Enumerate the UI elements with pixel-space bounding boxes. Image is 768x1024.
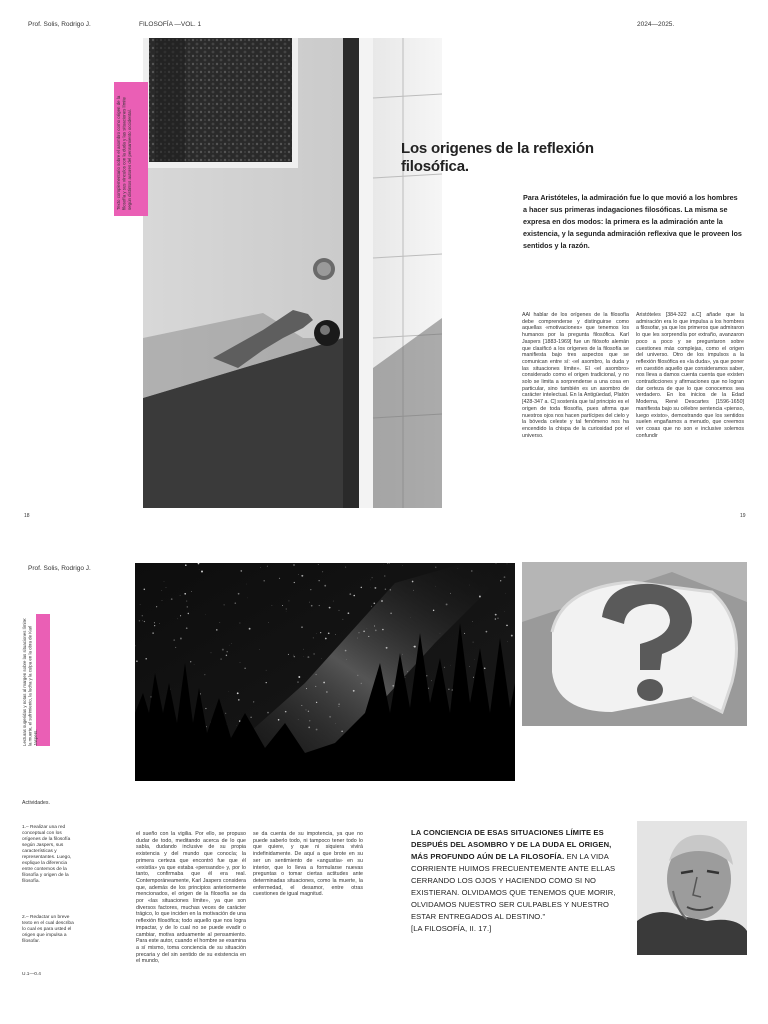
lead-paragraph: Para Aristóteles, la admiración fue lo que movió a los hombres a hacer sus primeras indagaciones filosóficas. La misma se expresa en dos modos: la primera es la admiración ante la existencia, y la segunda admiración reflexiva que le proveen los sentidos y la razón. — [523, 193, 742, 250]
body-column-3: el sueño con la vigilia. Por ello, se propuso dudar de todo, meditando acerca de lo que sabía, dudando inclusive de su propia existencia y del mundo que conocía; la primera certeza que encontró fue que él «existía» ya que estaba «pensando» y, por lo tanto, confirmaba que él era real. Contemporáneamente, Karl Jaspers considera que, además de los principios anteriormente mencionados, el origen de la filosofía se da por «las situaciones límite», ya que son diversos factores, muchas veces de carácter trágico, lo que inciden en la motivación de una reflexión filosófica; todo aquello que nos logra impactar, y de lo cual no se puede evadir o cambiar, motiva arduamente al pensamiento. Para este autor, cuando el hombre se examina a sí mismo, toma conciencia de su situación precaria y del sin sentido de su existencia en el mundo, — [136, 831, 246, 965]
sidebar-note-text-2: Lecturas sugeridas y notas al margen sobre las situaciones límite: la muerte, el sufrimiento, la lucha y la culpa en la obra de Karl Jaspers. — [22, 617, 38, 746]
quote-source: [LA FILOSOFÍA, II. 17.] — [411, 924, 492, 933]
page-number-right: 19 — [740, 513, 746, 519]
activity-2: 2.– Redactar un breve texto en el cual describa lo cual es para usted el origen que impulsa a filosofar. — [22, 915, 74, 944]
jaspers-quote — [411, 827, 616, 935]
author-header-2: Prof. Solis, Rodrigo J. — [28, 565, 91, 572]
quote-text: EN LA VIDA CORRIENTE HUIMOS FRECUENTEMENTE ANTE ELLAS CERRANDO LOS OJOS Y HACIENDO COMO SI NO EXISTIERAN. OLVIDAMOS QUE TENEMOS QUE MORIR, OLVIDAMOS NUESTRO SER CULPABLES Y NUESTRO ESTAR ENTREGADOS AL DESTINO.” — [411, 852, 616, 921]
door-photo — [143, 38, 442, 508]
activity-1: 1.– Realizar una red conceptual con los orígenes de la filosofía según Jaspers, sus características y representantes. Luego, explique la diferencia entre contemos de la filosofía y origen de la filosofía. — [22, 825, 72, 884]
quote-emphasis: LA CONCIENCIA DE ESAS SITUACIONES LÍMITE ES DESPUÉS DEL ASOMBRO Y DE LA DUDA EL ORIGEN, MÁS PROFUNDO AÚN DE LA FILOSOFÍA. — [411, 828, 612, 861]
page-title: Los origenes de la reflexión filosófica. — [401, 140, 594, 175]
activities-title: Actividades. — [22, 800, 50, 806]
page-number-left: 18 — [24, 513, 30, 519]
sidebar-note-box — [114, 82, 148, 216]
unit-label: U.1—0.4 — [22, 972, 41, 977]
year-header: 2024—2025. — [637, 21, 675, 28]
series-header: FILOSOFÍA —VOL. 1 — [139, 21, 202, 28]
body-column-2: Aristóteles [384-322 a.C] añade que la admiración era lo que impulsa a los hombres a filosofar, ya que los primeros que admiraron lo que les sorprendía por extraño, avanzaron poco a poco y se preguntaron sobre cuestiones más complejas, como el origen del universo. Otro de los impulsos a la reflexión filosófica es «la duda», ya que poner en cuestión aquello que consideramos saber, nos lleva a damos cuenta cuenta que existen contradicciones y afirmaciones que no logran dar certeza de que lo que conocemos sea verdadero. En los inicios de la Edad Moderna, René Descartes [1596-1650] manifiesta bajo su célebre sentencia «pienso, luego existo», demostrando que los sentidos suelen engañarnos a menudo, que creemos ver cosas que no son e inclusive solemos confundir — [636, 312, 744, 439]
question-mark-photo — [522, 562, 747, 726]
body-column-4: se da cuenta de su impotencia, ya que no puede saberlo todo, ni tampoco tener todo lo que quiere, y que ni siquiera vivirá indefinidamente. De aquí a que brote en su ser un sentimiento de «angustia» en su interior, que lo lleva a formularse nuevas preguntas o tomar ciertas actitudes ante determinadas situaciones, como la muerte, la enfermedad, el desamor, entre otras cuestiones de igual magnitud. — [253, 831, 363, 898]
starry-sky-photo — [135, 563, 515, 781]
sidebar-note-text: Texto complementario sobre el asombro como origen de la filosofía y sus vínculos con la duda y las situaciones límite según distintos autores del pensamiento occidental. — [116, 95, 132, 210]
body-column-1: AAl hablar de los orígenes de la filosofía debe comprenderse y distinguirse como aquellas «motivaciones» que tenemos los humanos por la pregunta filosófica. Karl Jaspers [1883-1969] fue un filósofo alemán que clasificó a los orígenes de la filosofía se manifiesta bajo tres aspectos que se comunican entre sí: «el asombro, la duda y las situaciones límite». El «el asombro» considerado como el origen tradicional, y no solo se limita a sorprenderse a una cosa en particular, sino también es un asombro de carácter intelectual. En la Antigüedad, Platón [428-347 a. C] sostenía que tal principio es el origen de toda filosofía, pues afirma que nuestros ojos nos hacen partícipes del cielo y la bóveda celeste y tal fenómeno nos ha encendido la chispa de la curiosidad por el universo. — [522, 312, 629, 439]
jaspers-portrait — [637, 821, 747, 955]
author-header: Prof. Solis, Rodrigo J. — [28, 21, 91, 28]
